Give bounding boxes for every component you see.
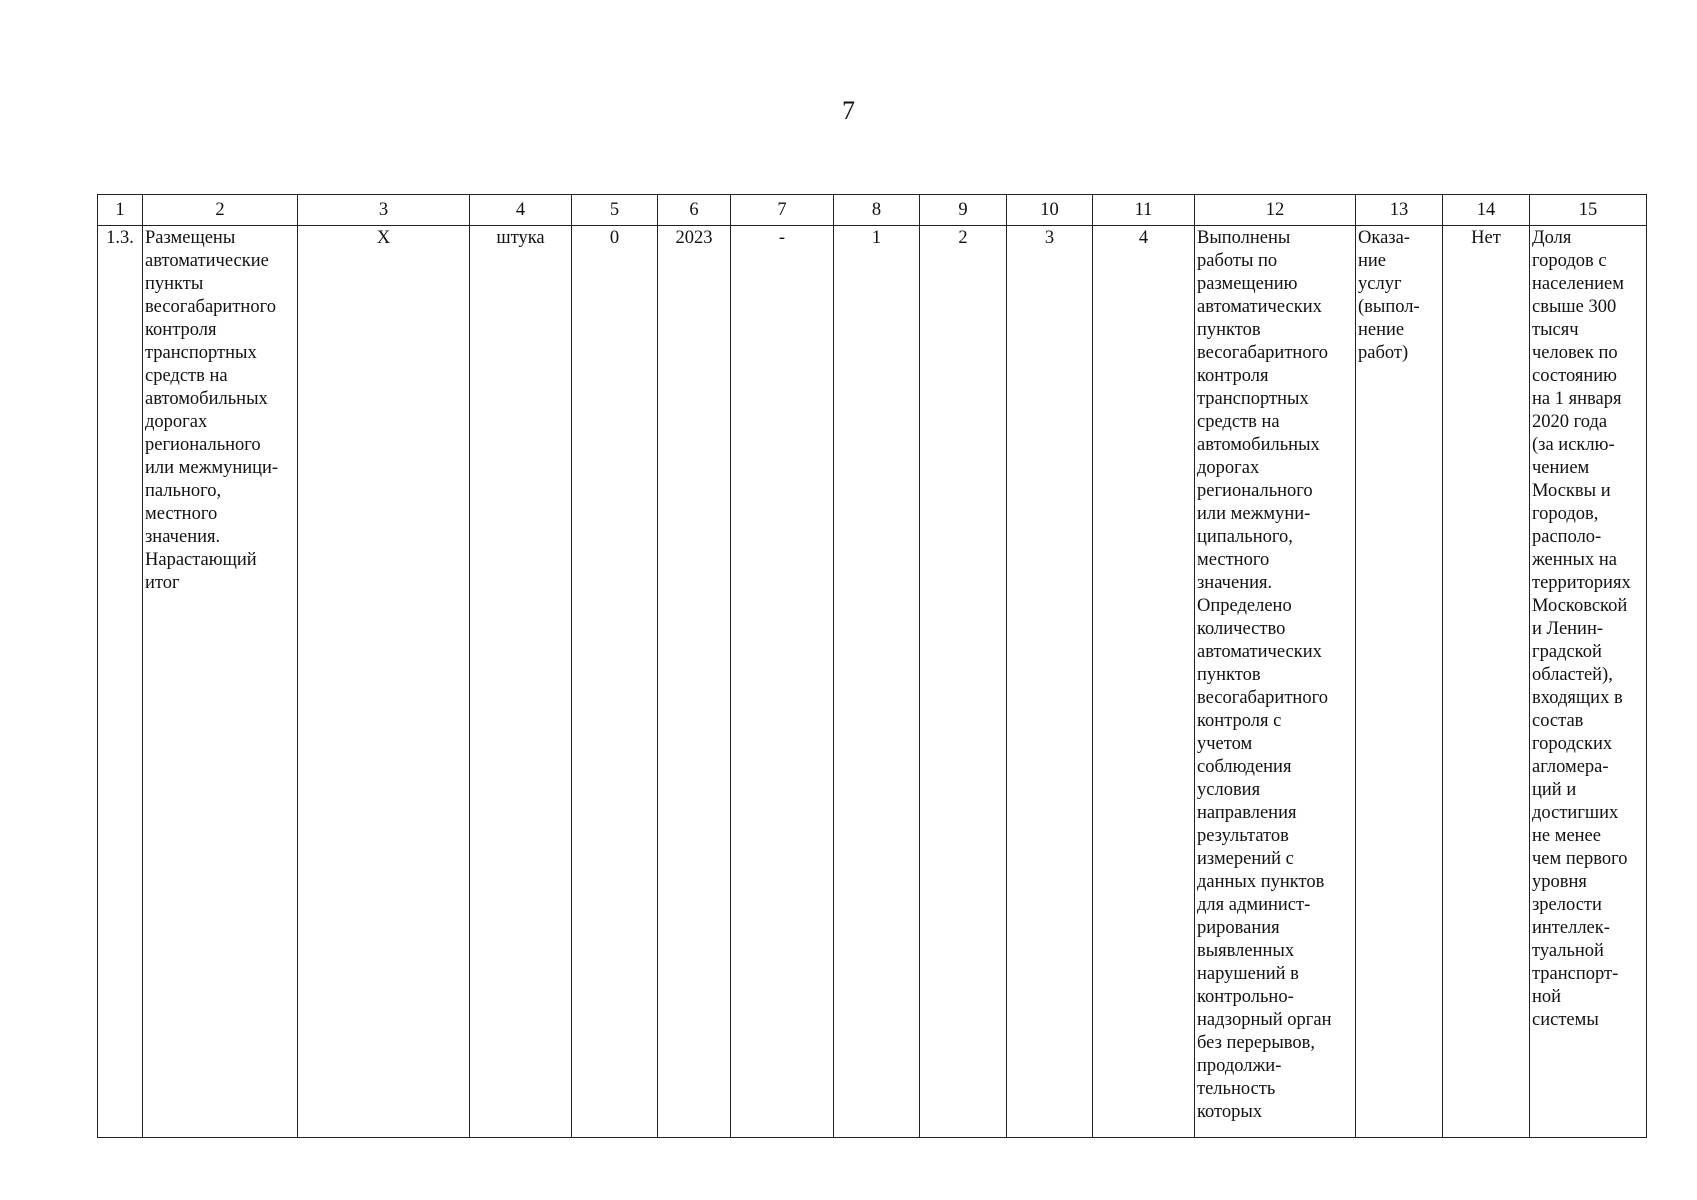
column-header-2: 2	[143, 195, 298, 226]
column-header-8: 8	[834, 195, 920, 226]
column-8-cell	[834, 226, 920, 1138]
column-5-cell	[572, 226, 658, 1138]
year-cell	[658, 226, 731, 1138]
column-9-cell	[920, 226, 1007, 1138]
column-header-6: 6	[658, 195, 731, 226]
related-indicator: Доля городов с населением свыше 300 тысяч человек по состоянию на 1 января 2020 года (за исклю- чением Москвы и городов, располо- женных на территориях Московской и Ленин- градской областей), входящих в состав городских агломера- ций и достигших не менее чем первого уровня зрелости интеллек- туальной транспорт- ной системы	[1532, 228, 1631, 1030]
indicator-name: Размещены автоматические пункты весогабаритного контроля транспортных средств на автомобильных дорогах регионального или межмуници- пального, местного значения. Нарастающий итог	[145, 228, 279, 593]
column-header-13: 13	[1356, 195, 1443, 226]
unit-value: штука	[496, 228, 545, 248]
column-3-cell	[298, 226, 470, 1138]
column-11-cell	[1093, 226, 1195, 1138]
column-header-14: 14	[1443, 195, 1530, 226]
column-header-4: 4	[470, 195, 572, 226]
column-10-value: 3	[1044, 228, 1055, 248]
column-8-value: 1	[871, 228, 882, 248]
column-header-3: 3	[298, 195, 470, 226]
column-header-15: 15	[1530, 195, 1647, 226]
row-number-cell	[98, 226, 143, 1138]
column-header-9: 9	[920, 195, 1007, 226]
column-header-5: 5	[572, 195, 658, 226]
column-header-11: 11	[1093, 195, 1195, 226]
related-indicator-cell	[1530, 226, 1647, 1138]
column-11-value: 4	[1138, 228, 1149, 248]
row-number: 1.3.	[106, 228, 134, 248]
column-header-12: 12	[1195, 195, 1356, 226]
result-type: Оказа- ние услуг (выпол- нение работ)	[1358, 228, 1420, 363]
header-row	[98, 195, 1647, 226]
indicator-name-cell	[143, 226, 298, 1138]
column-14-value: Нет	[1471, 228, 1501, 248]
result-description: Выполнены работы по размещению автоматических пунктов весогабаритного контроля транспортных средств на автомобильных дорогах регионального или межмуни- ципального, местного значения. Определено количество автоматических пунктов весогабаритного контроля с учетом соблюдения условия направления результатов измерений с данных пунктов для админист- рирования выявленных нарушений в контрольно- надзорный орган без перерывов, продолжи- тельность которых	[1197, 228, 1332, 1122]
result-description-cell	[1195, 226, 1356, 1138]
column-7-value: -	[778, 228, 786, 248]
year-value: 2023	[675, 228, 713, 248]
column-14-cell	[1443, 226, 1530, 1138]
column-3-value: X	[376, 228, 391, 248]
table-row	[98, 226, 1647, 1138]
column-5-value: 0	[609, 228, 620, 248]
column-header-1: 1	[98, 195, 143, 226]
document-table	[97, 194, 1647, 1138]
page-number: 7	[842, 96, 855, 125]
result-type-cell	[1356, 226, 1443, 1138]
column-header-10: 10	[1007, 195, 1093, 226]
column-10-cell	[1007, 226, 1093, 1138]
column-header-7: 7	[731, 195, 834, 226]
column-9-value: 2	[958, 228, 968, 248]
column-7-cell	[731, 226, 834, 1138]
unit-cell	[470, 226, 572, 1138]
